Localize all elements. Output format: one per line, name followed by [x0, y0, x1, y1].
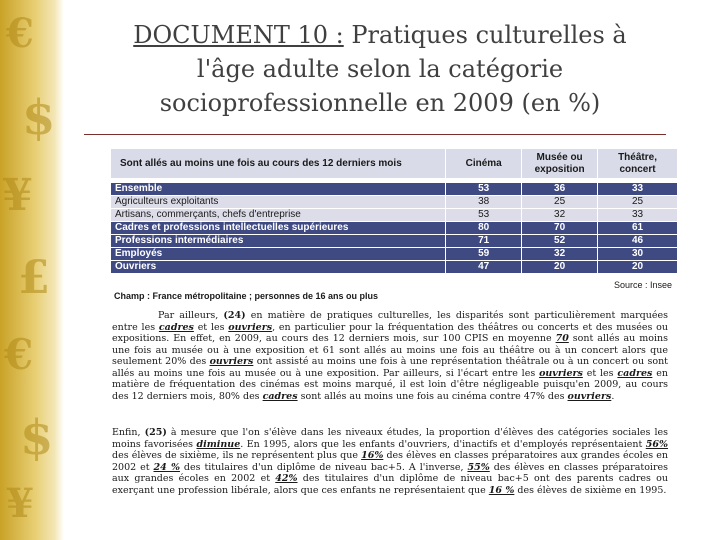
table-header-row — [111, 149, 678, 179]
emphasis: diminue — [196, 438, 241, 450]
row-label: Ouvriers — [111, 261, 446, 274]
musee-value: 20 — [522, 261, 598, 274]
question-number: (24) — [223, 310, 246, 321]
text-run: des titulaires d'un diplôme de niveau bac+5 ont des parents cadres ou exerçant une profession libérale, alors que ces enfants ne représentaient que — [112, 473, 668, 496]
cinema-value: 80 — [446, 222, 522, 235]
currency-symbol-icon: ¥ — [2, 170, 33, 221]
text-run: des élèves en classes préparatoires aux grandes écoles en 2002 et — [112, 450, 668, 473]
text-run: ont assisté au moins une fois à une représentation théâtrale ou à un concert ou sont allés au moins une fois au musée ou à une exposition. Par ailleurs, si l'écart entre les — [112, 356, 669, 379]
table-row — [111, 261, 678, 274]
title-divider — [84, 134, 666, 135]
cinema-value: 38 — [446, 196, 522, 209]
table-row — [111, 248, 678, 261]
text-run: des élèves en classes préparatoires aux grandes écoles en 2002 et — [112, 461, 668, 484]
theatre-value: 25 — [598, 196, 678, 209]
header-theatre: Théâtre, concert — [598, 149, 678, 179]
text-run: sont allés au moins une fois au musée ou à une exposition et 61 sont allés au moins une fois au théâtre ou à un concert alors que seulement 20% des — [112, 333, 669, 367]
title-line3: socioprofessionnelle en 2009 (en %) — [159, 89, 601, 117]
table-scope: Champ : France métropolitaine ; personnes de 16 ans ou plus — [114, 291, 379, 301]
currency-symbol-icon: $ — [22, 90, 56, 146]
text-run: . En 1995, alors que les enfants d'ouvriers, d'inactifs et d'employés représentaient — [240, 438, 646, 450]
table-row — [111, 209, 678, 222]
emphasis: ouvriers — [567, 390, 612, 402]
text-run: des élèves de sixième, ils ne représentent plus que — [112, 450, 362, 461]
table-row — [111, 235, 678, 248]
theatre-value: 20 — [598, 261, 678, 274]
cinema-value: 59 — [446, 248, 522, 261]
currency-symbol-icon: £ — [18, 250, 51, 304]
currency-symbol-icon: $ — [20, 410, 54, 466]
table-row — [111, 222, 678, 235]
text-run: . — [611, 390, 615, 402]
cultural-practices-table — [110, 148, 678, 274]
table-source: Source : Insee — [613, 280, 672, 290]
currency-symbol-icon: ¥ — [6, 480, 34, 527]
emphasis: ouvriers — [209, 356, 254, 367]
theatre-value: 61 — [598, 222, 678, 235]
cinema-value: 53 — [446, 209, 522, 222]
header-label: Sont allés au moins une fois au cours des 12 derniers mois — [111, 149, 446, 179]
text-run: en matière de fréquentation des cinémas est moins marqué, il est loin d'être négligeable puisqu'en 2009, au cours des 12 derniers mois, 80% des — [112, 367, 668, 402]
row-label: Agriculteurs exploitants — [111, 196, 446, 209]
emphasis: 24 % — [153, 461, 180, 473]
header-cinema: Cinéma — [446, 149, 522, 179]
text-run: Enfin, — [112, 427, 145, 438]
cinema-value: 71 — [446, 235, 522, 248]
document-title — [90, 18, 670, 120]
text-run: et les — [193, 321, 229, 333]
theatre-value: 33 — [598, 183, 678, 196]
text-run: en matière de pratiques culturelles, les disparités sont particulièrement marquées entre les — [112, 310, 668, 333]
emphasis: 16 % — [488, 484, 515, 496]
emphasis: cadres — [262, 390, 298, 402]
row-label: Employés — [111, 248, 446, 261]
text-run: des titulaires d'un diplôme de niveau bac+5. A l'inverse, — [179, 461, 468, 473]
musee-value: 70 — [522, 222, 598, 235]
musee-value: 36 — [522, 183, 598, 196]
row-label: Professions intermédiaires — [111, 235, 446, 248]
emphasis: 56% — [645, 438, 669, 450]
cinema-value: 53 — [446, 183, 522, 196]
text-run: sont allés au moins une fois au cinéma contre 47% des — [297, 390, 568, 402]
row-label: Ensemble — [111, 183, 446, 196]
emphasis: cadres — [617, 367, 653, 379]
text-run: des élèves de sixième en 1995. — [514, 484, 667, 496]
text-run: à mesure que l'on s'élève dans les niveaux études, la proportion d'élèves des catégories sociales les moins favorisées — [112, 427, 668, 450]
table-row — [111, 196, 678, 209]
musee-value: 25 — [522, 196, 598, 209]
text-run: , en particulier pour la fréquentation des théâtres ou concerts et des musées ou expositions. En effet, en 2009, au cours des 12 derniers mois, sur 100 CPIS en moyenne — [112, 321, 668, 344]
musee-value: 32 — [522, 248, 598, 261]
emphasis: cadres — [158, 321, 194, 333]
paragraph-25 — [112, 427, 668, 496]
emphasis: 42% — [275, 473, 298, 484]
emphasis: 16% — [361, 450, 384, 461]
emphasis: 70 — [555, 333, 569, 344]
decorative-left-band — [0, 0, 64, 540]
theatre-value: 46 — [598, 235, 678, 248]
title-line1: Pratiques culturelles à — [343, 21, 627, 49]
text-run: Par ailleurs, — [158, 310, 224, 321]
question-number: (25) — [144, 427, 167, 438]
document-label: DOCUMENT 10 : — [133, 21, 344, 49]
emphasis: 55% — [467, 461, 490, 473]
table-row — [111, 183, 678, 196]
musee-value: 32 — [522, 209, 598, 222]
header-musee: Musée ou exposition — [522, 149, 598, 179]
row-label: Cadres et professions intellectuelles supérieures — [111, 222, 446, 235]
emphasis: ouvriers — [228, 321, 273, 333]
row-label: Artisans, commerçants, chefs d'entreprise — [111, 209, 446, 222]
cinema-value: 47 — [446, 261, 522, 274]
title-line2: l'âge adulte selon la catégorie — [196, 55, 564, 83]
paragraph-24 — [112, 310, 668, 402]
emphasis: ouvriers — [539, 367, 583, 379]
currency-symbol-icon: € — [6, 10, 34, 57]
text-run: et les — [582, 367, 618, 379]
theatre-value: 30 — [598, 248, 678, 261]
theatre-value: 33 — [598, 209, 678, 222]
currency-symbol-icon: € — [4, 330, 34, 379]
musee-value: 52 — [522, 235, 598, 248]
